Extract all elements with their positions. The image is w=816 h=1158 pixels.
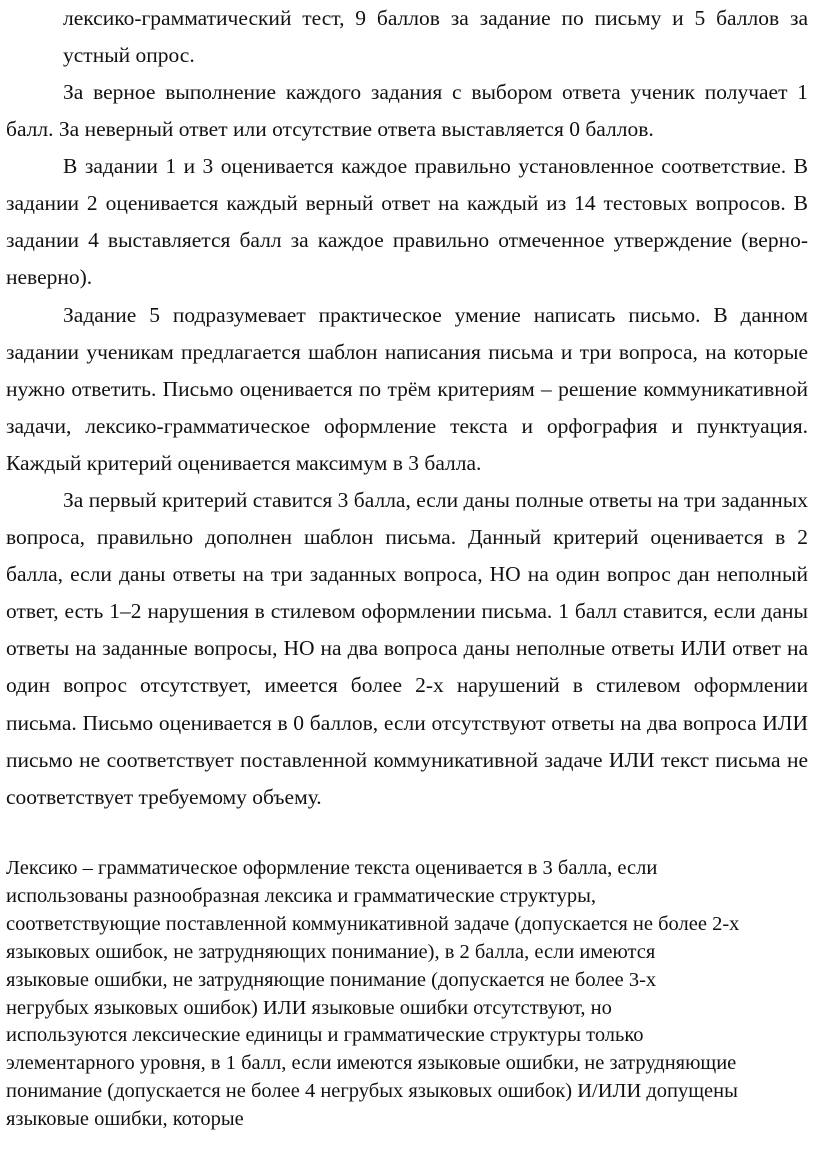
text-line: языковые ошибки, которые bbox=[6, 1108, 244, 1131]
paragraph-text: В задании 1 и 3 оценивается каждое правильно установленное соответствие. В задании 2 оценивается каждый верный ответ на каждый из 14 тестовых вопросов. В задании 4 выставляется балл за каждое правильно отмеченное утверждение (верно-неверно). bbox=[6, 154, 808, 290]
text-line: использованы разнообразная лексика и грамматические структуры, bbox=[6, 884, 596, 907]
paragraph-text: Задание 5 подразумевает практическое умение написать письмо. В данном задании ученикам предлагается шаблон написания письма и три вопроса, на которые нужно ответить. Письмо оценивается по трём критериям – решение коммуникативной задачи, лексико-грамматическое оформление текста и орфография и пунктуация. Каждый критерий оценивается максимум в 3 балла. bbox=[6, 303, 808, 476]
text-line: негрубых языковых ошибок) ИЛИ языковые ошибки отсутствуют, но bbox=[6, 996, 612, 1019]
text-line: элементарного уровня, в 1 балл, если имеются языковые ошибки, не затрудняющие bbox=[6, 1052, 737, 1075]
text-line: понимание (допускается не более 4 негрубых языковых ошибок) И/ИЛИ допущены bbox=[6, 1080, 738, 1103]
paragraph-text: За первый критерий ставится 3 балла, если даны полные ответы на три заданных вопроса, правильно дополнен шаблон письма. Данный критерий оценивается в 2 балла, если даны ответы на три заданных вопроса, НО на один вопрос дан неполный ответ, есть 1–2 нарушения в стилевом оформлении письма. 1 балл ставится, если даны ответы на заданные вопросы, НО на два вопроса даны неполные ответы ИЛИ ответ на один вопрос отсутствует, имеется более 2-х нарушений в стилевом оформлении письма. Письмо оценивается в 0 баллов, если отсутствуют ответы на два вопроса ИЛИ письмо не соответствует поставленной коммуникативной задаче ИЛИ текст письма не соответствует требуемому объему. bbox=[6, 488, 808, 809]
paragraph-intro-continuation bbox=[6, 0, 808, 74]
paragraph-answer-scoring bbox=[6, 74, 808, 148]
text-line: языковых ошибок, не затрудняющих понимание), в 2 балла, если имеются bbox=[6, 940, 656, 963]
paragraph-text: За верное выполнение каждого задания с выбором ответа ученик получает 1 балл. За неверный ответ или отсутствие ответа выставляется 0 баллов. bbox=[6, 80, 808, 142]
paragraph-tasks-1-4 bbox=[6, 148, 808, 296]
paragraph-task-5 bbox=[6, 297, 808, 482]
paragraph-first-criterion bbox=[6, 482, 808, 816]
text-line: соответствующие поставленной коммуникативной задаче (допускается не более 2-х bbox=[6, 912, 740, 935]
text-line: Лексико – грамматическое оформление текста оценивается в 3 балла, если bbox=[6, 857, 658, 879]
text-line: используются лексические единицы и грамматические структуры только bbox=[6, 1024, 644, 1047]
text-line: языковые ошибки, не затрудняющие понимание (допускается не более 3-х bbox=[6, 968, 657, 991]
paragraph-text: лексико-грамматический тест, 9 баллов за задание по письму и 5 баллов за устный опрос. bbox=[63, 6, 808, 68]
paragraph-lexico-grammatical bbox=[6, 855, 812, 1134]
